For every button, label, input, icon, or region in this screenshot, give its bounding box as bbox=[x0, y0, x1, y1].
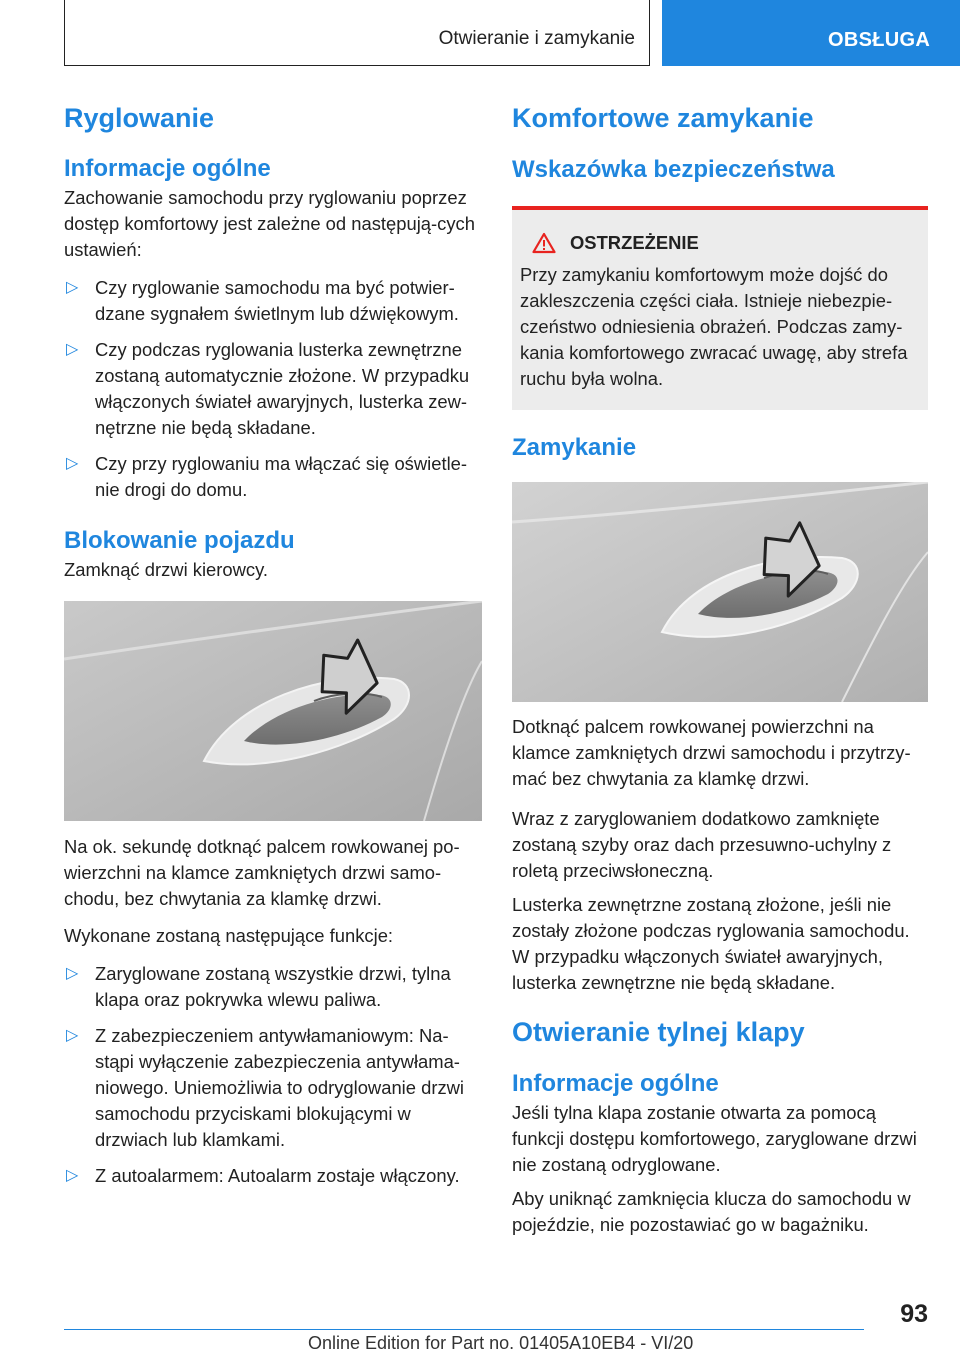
page-number: 93 bbox=[900, 1300, 928, 1328]
footer-divider bbox=[64, 1329, 864, 1330]
warning-text: Przy zamykaniu komfortowym może dojść do zakleszczenia części ciała. Istnieje niebezpie-czeństwo odniesienia obrażeń. Podczas zamy-kania komfortowego zwracać uwagę, aby strefa ruchu była wolna. bbox=[520, 264, 908, 389]
triangle-bullet-icon: ▷ bbox=[66, 1027, 79, 1044]
door-handle-illustration-2 bbox=[512, 482, 928, 702]
door-handle-image-2 bbox=[512, 482, 928, 702]
right-column bbox=[512, 100, 928, 1238]
heading-comfort-closing: Komfortowe zamykanie bbox=[512, 103, 814, 133]
warning-title: OSTRZEŻENIE bbox=[520, 230, 920, 256]
triangle-bullet-icon: ▷ bbox=[66, 279, 79, 296]
close-with-lock-paragraph: Wraz z zaryglowaniem dodatkowo zamknięte zostaną szyby oraz dach przesuwno-uchylny z roletą przeciwsłoneczną. bbox=[512, 808, 892, 881]
left-column bbox=[64, 100, 482, 1189]
list-item: ▷ Czy podczas ryglowania lusterka zewnętrzne zostaną automatycznie złożone. W przypadku włączonych świateł awaryjnych, lusterka zew-nętrzne nie będą składane. bbox=[66, 339, 470, 438]
heading-tailgate: Otwieranie tylnej klapy bbox=[512, 1017, 805, 1047]
heading-closing: Zamykanie bbox=[512, 434, 637, 461]
tailgate-paragraph: Jeśli tylna klapa zostanie otwarta za pomocą funkcji dostępu komfortowego, zaryglowane drzwi nie zostaną odryglowane. bbox=[512, 1102, 917, 1175]
functions-list bbox=[64, 961, 482, 1189]
chapter-tab[interactable] bbox=[662, 0, 960, 66]
door-handle-illustration bbox=[64, 601, 482, 821]
functions-intro: Wykonane zostaną następujące funkcje: bbox=[64, 925, 394, 946]
door-handle-image bbox=[64, 601, 482, 821]
triangle-bullet-icon: ▷ bbox=[66, 341, 79, 358]
intro-paragraph: Zachowanie samochodu przy ryglowaniu poprzez dostęp komfortowy jest zależne od następują-cych ustawień: bbox=[64, 187, 475, 260]
heading-general-info: Informacje ogólne bbox=[64, 155, 271, 182]
section-title: Otwieranie i zamykanie bbox=[438, 28, 635, 49]
settings-list bbox=[64, 275, 482, 503]
lock-paragraph: Zamknąć drzwi kierowcy. bbox=[64, 559, 269, 580]
chapter-tab-label: OBSŁUGA bbox=[828, 29, 931, 51]
close-touch-paragraph: Dotknąć palcem rowkowanej powierzchni na klamce zamkniętych drzwi samochodu i przytrzy-mać bez chwytania za klamkę drzwi. bbox=[512, 716, 911, 789]
triangle-bullet-icon: ▷ bbox=[66, 455, 79, 472]
warning-triangle-icon bbox=[532, 232, 556, 254]
footer-edition: Online Edition for Part no. 01405A10EB4 - VI/20 bbox=[308, 1333, 694, 1353]
triangle-bullet-icon: ▷ bbox=[66, 1167, 79, 1184]
heading-general-info-2: Informacje ogólne bbox=[512, 1070, 719, 1097]
header-frame bbox=[64, 0, 650, 66]
touch-paragraph: Na ok. sekundę dotknąć palcem rowkowanej po-wierzchni na klamce zamkniętych drzwi samo-chodu, bez chwytania za klamkę drzwi. bbox=[64, 836, 460, 909]
heading-ryglowanie: Ryglowanie bbox=[64, 103, 215, 133]
list-item: ▷ Z autoalarmem: Autoalarm zostaje włączony. bbox=[64, 1163, 482, 1189]
heading-vehicle-lock: Blokowanie pojazdu bbox=[64, 527, 295, 554]
list-item: ▷ Zaryglowane zostaną wszystkie drzwi, tylna klapa oraz pokrywka wlewu paliwa. bbox=[66, 963, 451, 1010]
heading-safety-note: Wskazówka bezpieczeństwa bbox=[512, 156, 835, 183]
list-item: ▷ Czy ryglowanie samochodu ma być potwier-dzane sygnałem świetlnym lub dźwiękowym. bbox=[66, 277, 459, 324]
mirrors-paragraph: Lusterka zewnętrzne zostaną złożone, jeśli nie zostały złożone podczas ryglowania samochodu. W przypadku włączonych świateł awaryjnych, lusterka zewnętrzne nie będą składane. bbox=[512, 894, 910, 993]
warning-box bbox=[512, 206, 928, 410]
list-item: ▷ Z zabezpieczeniem antywłamaniowym: Na-stąpi wyłączenie zabezpieczenia antywłama-niowego. Uniemożliwia to odryglowanie drzwi samochodu przyciskami blokującymi w drzwiach lub klamkami. bbox=[66, 1025, 465, 1150]
triangle-bullet-icon: ▷ bbox=[66, 965, 79, 982]
keys-paragraph: Aby uniknąć zamknięcia klucza do samochodu w pojeździe, nie pozostawiać go w bagażniku. bbox=[512, 1188, 911, 1235]
list-item: ▷ Czy przy ryglowaniu ma włączać się oświetle-nie drogi do domu. bbox=[66, 453, 468, 500]
